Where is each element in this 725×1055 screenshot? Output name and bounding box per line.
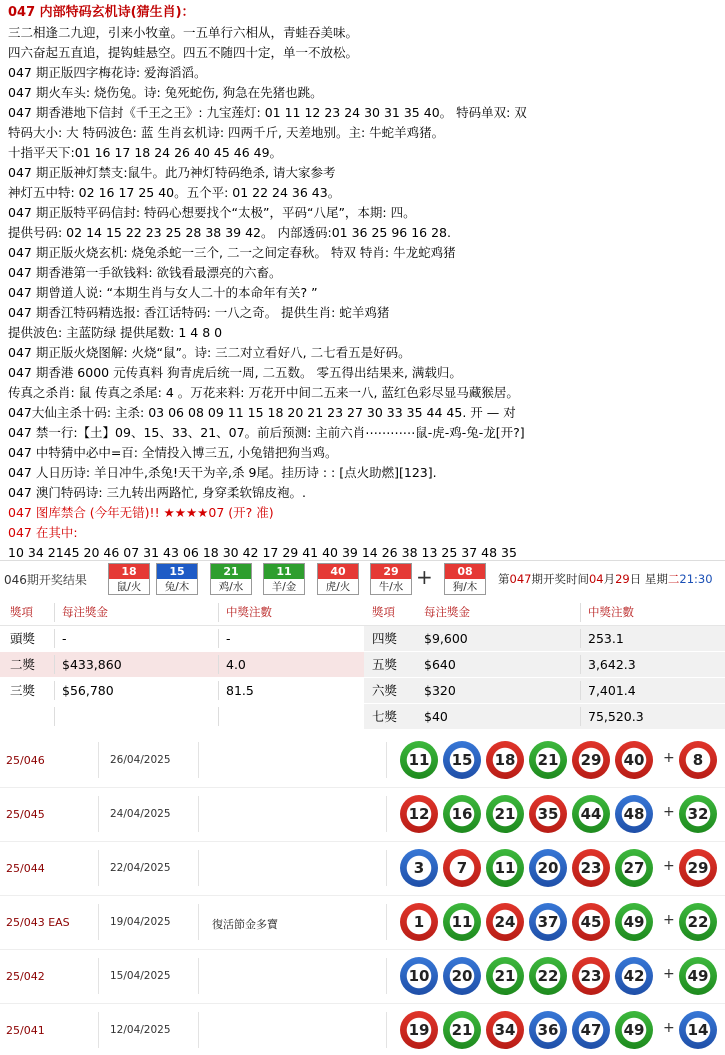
- draw-issue: 25/042: [6, 970, 45, 983]
- ball-number: 10: [408, 967, 430, 985]
- column-divider: [580, 655, 581, 674]
- lottery-ball: [443, 741, 481, 779]
- lottery-ball: [529, 1011, 567, 1049]
- prediction-line: 十指平天下:01 16 17 18 24 26 40 45 46 49。: [8, 145, 283, 160]
- ball-number: 36: [537, 1021, 559, 1039]
- history-row: [0, 1004, 725, 1055]
- lottery-ball: [615, 1011, 653, 1049]
- special-ball: [679, 903, 717, 941]
- lottery-ball: [572, 849, 610, 887]
- prediction-line: 047 期正版四字梅花诗: 爱海滔滔。: [8, 65, 207, 80]
- column-header: 中獎注數: [588, 605, 634, 619]
- ball-zodiac: 虎/火: [325, 581, 351, 593]
- column-divider: [198, 742, 199, 778]
- last-draw-label: 046期开奖结果: [4, 573, 87, 587]
- table-cell: 四獎: [372, 631, 398, 646]
- lottery-ball: [486, 795, 524, 833]
- special-ball: [679, 795, 717, 833]
- result-ball: [444, 563, 486, 595]
- special-ball: [679, 1011, 717, 1049]
- lottery-ball: [529, 957, 567, 995]
- prediction-line: 四六奋起五直追，提钩蛙悬空。四五不随四十定，单一不放松。: [8, 45, 359, 60]
- plus-sign: +: [663, 804, 675, 820]
- column-divider: [198, 1012, 199, 1048]
- ball-number: 45: [580, 913, 602, 931]
- prize-table-row: [0, 652, 725, 677]
- column-divider: [218, 707, 219, 726]
- panel-title: 047 内部特码玄机诗(猜生肖)：: [8, 5, 195, 20]
- table-cell: $9,600: [424, 631, 468, 646]
- column-divider: [198, 958, 199, 994]
- lottery-ball: [615, 849, 653, 887]
- draw-issue: 25/041: [6, 1024, 45, 1037]
- ball-number: 11: [494, 859, 516, 877]
- ball-number: 40: [318, 564, 358, 579]
- ball-number: 35: [537, 805, 559, 823]
- next-draw-time: 第047期开奖时间04月29日 星期二21:30: [498, 572, 713, 586]
- ball-number: 3: [413, 859, 425, 877]
- prediction-line: 047 图库禁合 (今年无错)!! ★★★★07 (开? 准): [8, 505, 274, 520]
- lottery-ball: [486, 1011, 524, 1049]
- lottery-ball: [443, 903, 481, 941]
- ball-number: 16: [451, 805, 473, 823]
- lottery-ball: [486, 849, 524, 887]
- lottery-ball: [443, 957, 481, 995]
- prediction-line: 提供波色: 主蓝防绿 提供尾数: 1 4 8 0: [8, 325, 223, 340]
- prediction-line: 047大仙主杀十码: 主杀: 03 06 08 09 11 15 18 20 21 23 27 30 33 35 44 45. 开 — 对: [8, 405, 516, 420]
- ball-number: 08: [445, 564, 485, 579]
- prediction-line: 神灯五中特: 02 16 17 25 40。五个平: 01 22 24 36 43。: [8, 185, 341, 200]
- plus-sign: +: [663, 912, 675, 928]
- lottery-ball: [400, 849, 438, 887]
- column-divider: [98, 796, 99, 832]
- plus-sign: +: [663, 966, 675, 982]
- ball-number: 15: [451, 751, 473, 769]
- prediction-line: 047 澳门特码诗: 三九转出两路忙, 身穿柔软锦皮袍。.: [8, 485, 306, 500]
- ball-number: 21: [211, 564, 251, 579]
- prize-table-row: [0, 626, 725, 651]
- prediction-line: 10 34 2145 20 46 07 31 43 06 18 30 42 17 29 41 40 39 14 26 38 13 25 37 48 35: [8, 545, 517, 560]
- ball-number: 1: [413, 913, 425, 931]
- column-divider: [54, 707, 55, 726]
- lottery-ball: [486, 741, 524, 779]
- draw-history-list: [0, 734, 725, 1055]
- column-divider: [386, 1012, 387, 1048]
- ball-zodiac: 狗/木: [452, 581, 478, 593]
- result-ball: [317, 563, 359, 595]
- ball-number: 18: [494, 751, 516, 769]
- ball-number: 49: [623, 1021, 645, 1039]
- lottery-ball: [529, 795, 567, 833]
- ball-number: 27: [623, 859, 645, 877]
- lottery-ball: [529, 903, 567, 941]
- table-cell: -: [226, 631, 231, 646]
- lottery-ball: [443, 795, 481, 833]
- column-divider: [198, 904, 199, 940]
- prediction-line: 047 期香江特码精选报: 香江话特码: 一八之奇。 提供生肖: 蛇羊鸡猪: [8, 305, 390, 320]
- ball-number: 22: [537, 967, 559, 985]
- column-divider: [218, 655, 219, 674]
- lottery-ball: [443, 1011, 481, 1049]
- prediction-line: 传真之杀肖: 鼠 传真之杀尾: 4 。万花来料: 万花开中间二五来一八, 蓝红色彩尽显马藏猴居。: [8, 385, 519, 400]
- lottery-ball: [572, 903, 610, 941]
- table-cell: 253.1: [588, 631, 624, 646]
- lottery-ball: [615, 957, 653, 995]
- draw-date: 12/04/2025: [110, 1024, 171, 1036]
- lottery-ball: [529, 741, 567, 779]
- table-cell: 75,520.3: [588, 709, 644, 724]
- draw-date: 24/04/2025: [110, 808, 171, 820]
- ball-number: 49: [687, 967, 709, 985]
- ball-number: 32: [687, 805, 709, 823]
- column-divider: [218, 603, 219, 622]
- ball-zodiac: 牛/水: [378, 581, 404, 593]
- plus-sign: +: [663, 858, 675, 874]
- ball-zodiac: 羊/金: [271, 581, 297, 593]
- ball-number: 11: [451, 913, 473, 931]
- ball-number: 21: [494, 805, 516, 823]
- history-row: [0, 788, 725, 842]
- plus-sign: +: [416, 565, 433, 589]
- table-cell: $56,780: [62, 683, 114, 698]
- special-ball: [679, 849, 717, 887]
- draw-date: 15/04/2025: [110, 970, 171, 982]
- draw-note: 復活節金多寶: [212, 918, 278, 931]
- ball-number: 7: [456, 859, 468, 877]
- ball-number: 29: [687, 859, 709, 877]
- result-ball: [263, 563, 305, 595]
- table-cell: 三獎: [10, 683, 36, 698]
- prediction-line: 047 期曾道人说: “本期生肖与女人二十的本命年有关? ”: [8, 285, 318, 300]
- column-header: 每注獎金: [424, 605, 470, 619]
- lottery-ball: [615, 795, 653, 833]
- prediction-line: 047 期正版火烧图解: 火烧“鼠”。诗: 三二对立看好八, 二七看五是好码。: [8, 345, 411, 360]
- column-divider: [54, 629, 55, 648]
- lottery-ball: [529, 849, 567, 887]
- column-divider: [54, 681, 55, 700]
- prize-table-header: [0, 600, 725, 626]
- prediction-line: 047 期香港地下信封《千王之王》: 九宝莲灯: 01 11 12 23 24 30 31 35 40。 特码单双: 双: [8, 105, 527, 120]
- table-cell: 頭獎: [10, 631, 36, 646]
- ball-number: 48: [623, 805, 645, 823]
- column-divider: [98, 850, 99, 886]
- prize-table-row: [0, 704, 725, 729]
- prediction-line: 047 期火车头: 烧伤兔。诗: 兔死蛇伤, 狗急在先猪也跳。: [8, 85, 323, 100]
- lottery-ball: [615, 903, 653, 941]
- ball-number: 29: [580, 751, 602, 769]
- prediction-line: 047 人日历诗: 羊日冲牛,杀兔!天干为辛,杀 9尾。挂历诗 : : [点火助燃][123].: [8, 465, 437, 480]
- ball-number: 24: [494, 913, 516, 931]
- ball-number: 42: [623, 967, 645, 985]
- ball-zodiac: 兔/木: [164, 581, 190, 593]
- column-header: 獎項: [10, 605, 33, 619]
- table-cell: $320: [424, 683, 456, 698]
- table-cell: -: [62, 631, 67, 646]
- ball-number: 34: [494, 1021, 516, 1039]
- history-row: [0, 734, 725, 788]
- table-cell: 六獎: [372, 683, 398, 698]
- lottery-ball: [400, 1011, 438, 1049]
- ball-number: 40: [623, 751, 645, 769]
- ball-number: 21: [537, 751, 559, 769]
- column-divider: [386, 742, 387, 778]
- ball-number: 22: [687, 913, 709, 931]
- result-ball: [156, 563, 198, 595]
- ball-zodiac: 鼠/火: [116, 581, 142, 593]
- ball-number: 21: [451, 1021, 473, 1039]
- history-row: [0, 896, 725, 950]
- column-divider: [98, 742, 99, 778]
- prediction-line: 047 期香港第一手欲钱料: 欲钱看最漂亮的六畜。: [8, 265, 282, 280]
- ball-number: 12: [408, 805, 430, 823]
- table-cell: 七獎: [372, 709, 398, 724]
- draw-issue: 25/043 EAS: [6, 916, 70, 929]
- result-ball: [370, 563, 412, 595]
- ball-number: 18: [109, 564, 149, 579]
- column-divider: [580, 707, 581, 726]
- last-draw-result-bar: [0, 560, 725, 598]
- column-divider: [98, 1012, 99, 1048]
- draw-issue: 25/045: [6, 808, 45, 821]
- prediction-line: 047 期正版特平码信封: 特码心想要找个“太极”，平码“八尾”，本期: 四。: [8, 205, 416, 220]
- lottery-ball: [486, 903, 524, 941]
- ball-number: 14: [687, 1021, 709, 1039]
- ball-number: 49: [623, 913, 645, 931]
- history-row: [0, 842, 725, 896]
- special-ball: [679, 741, 717, 779]
- lottery-ball: [443, 849, 481, 887]
- column-divider: [54, 655, 55, 674]
- column-divider: [218, 629, 219, 648]
- column-divider: [218, 681, 219, 700]
- ball-number: 20: [537, 859, 559, 877]
- prize-table: [0, 600, 725, 730]
- plus-sign: +: [663, 750, 675, 766]
- draw-date: 19/04/2025: [110, 916, 171, 928]
- lottery-ball: [572, 741, 610, 779]
- result-ball: [108, 563, 150, 595]
- column-divider: [386, 850, 387, 886]
- column-divider: [386, 958, 387, 994]
- ball-zodiac: 鸡/水: [218, 581, 244, 593]
- prediction-line: 三二相逢二九迎，引来小牧童。一五单行六相从，青蛙吞美味。: [8, 25, 359, 40]
- column-divider: [98, 958, 99, 994]
- column-divider: [580, 681, 581, 700]
- lottery-ball: [400, 903, 438, 941]
- history-row: [0, 950, 725, 1004]
- draw-date: 22/04/2025: [110, 862, 171, 874]
- ball-number: 20: [451, 967, 473, 985]
- lottery-ball: [400, 795, 438, 833]
- special-ball: [679, 957, 717, 995]
- table-cell: 4.0: [226, 657, 246, 672]
- column-header: 每注獎金: [62, 605, 108, 619]
- prediction-line: 特码大小: 大 特码波色: 蓝 生肖玄机诗: 四两千斤, 天差地别。主: 牛蛇羊鸡猪。: [8, 125, 445, 140]
- column-divider: [386, 904, 387, 940]
- lottery-ball: [400, 741, 438, 779]
- draw-issue: 25/044: [6, 862, 45, 875]
- ball-number: 37: [537, 913, 559, 931]
- ball-number: 44: [580, 805, 602, 823]
- table-cell: $40: [424, 709, 448, 724]
- prediction-line: 047 期香港 6000 元传真料 狗青虎后统一周, 二五数。 零五得出结果来, 满载归。: [8, 365, 462, 380]
- prediction-line: 047 禁一行:【土】09、15、33、21、07。前后预测: 主前六肖⋯⋯⋯⋯鼠-虎-鸡-兔-龙[开?]: [8, 425, 525, 440]
- table-cell: 3,642.3: [588, 657, 636, 672]
- prediction-line: 047 中特猜中必中=百: 全情投入博三五, 小兔错把狗当鸡。: [8, 445, 338, 460]
- ball-number: 11: [264, 564, 304, 579]
- column-divider: [580, 603, 581, 622]
- lottery-ball: [572, 795, 610, 833]
- column-divider: [580, 629, 581, 648]
- ball-number: 11: [408, 751, 430, 769]
- table-cell: $433,860: [62, 657, 122, 672]
- column-divider: [198, 796, 199, 832]
- ball-number: 29: [371, 564, 411, 579]
- table-cell: 81.5: [226, 683, 254, 698]
- column-divider: [98, 904, 99, 940]
- ball-number: 15: [157, 564, 197, 579]
- ball-number: 23: [580, 859, 602, 877]
- ball-number: 8: [692, 751, 704, 769]
- column-divider: [386, 796, 387, 832]
- table-cell: 7,401.4: [588, 683, 636, 698]
- lottery-ball: [615, 741, 653, 779]
- lottery-ball: [400, 957, 438, 995]
- plus-sign: +: [663, 1020, 675, 1036]
- prediction-line: 047 在其中:: [8, 525, 78, 540]
- ball-number: 19: [408, 1021, 430, 1039]
- lottery-ball: [572, 1011, 610, 1049]
- table-cell: 二獎: [10, 657, 36, 672]
- lottery-ball: [486, 957, 524, 995]
- table-cell: 五獎: [372, 657, 398, 672]
- prediction-line: 提供号码: 02 14 15 22 23 25 28 38 39 42。 内部透码:01 36 25 96 16 28.: [8, 225, 451, 240]
- result-ball: [210, 563, 252, 595]
- prize-table-row: [0, 678, 725, 703]
- table-cell: $640: [424, 657, 456, 672]
- lottery-ball: [572, 957, 610, 995]
- column-header: 獎項: [372, 605, 395, 619]
- prediction-line: 047 期正版火烧玄机: 烧兔杀蛇一三个, 二一之间定春秋。 特双 特肖: 牛龙蛇鸡猪: [8, 245, 456, 260]
- ball-number: 47: [580, 1021, 602, 1039]
- column-divider: [198, 850, 199, 886]
- ball-number: 23: [580, 967, 602, 985]
- ball-number: 21: [494, 967, 516, 985]
- column-header: 中獎注數: [226, 605, 272, 619]
- prediction-line: 047 期正版神灯禁支:鼠牛。此乃神灯特码绝杀, 请大家参考: [8, 165, 336, 180]
- draw-date: 26/04/2025: [110, 754, 171, 766]
- draw-issue: 25/046: [6, 754, 45, 767]
- column-divider: [54, 603, 55, 622]
